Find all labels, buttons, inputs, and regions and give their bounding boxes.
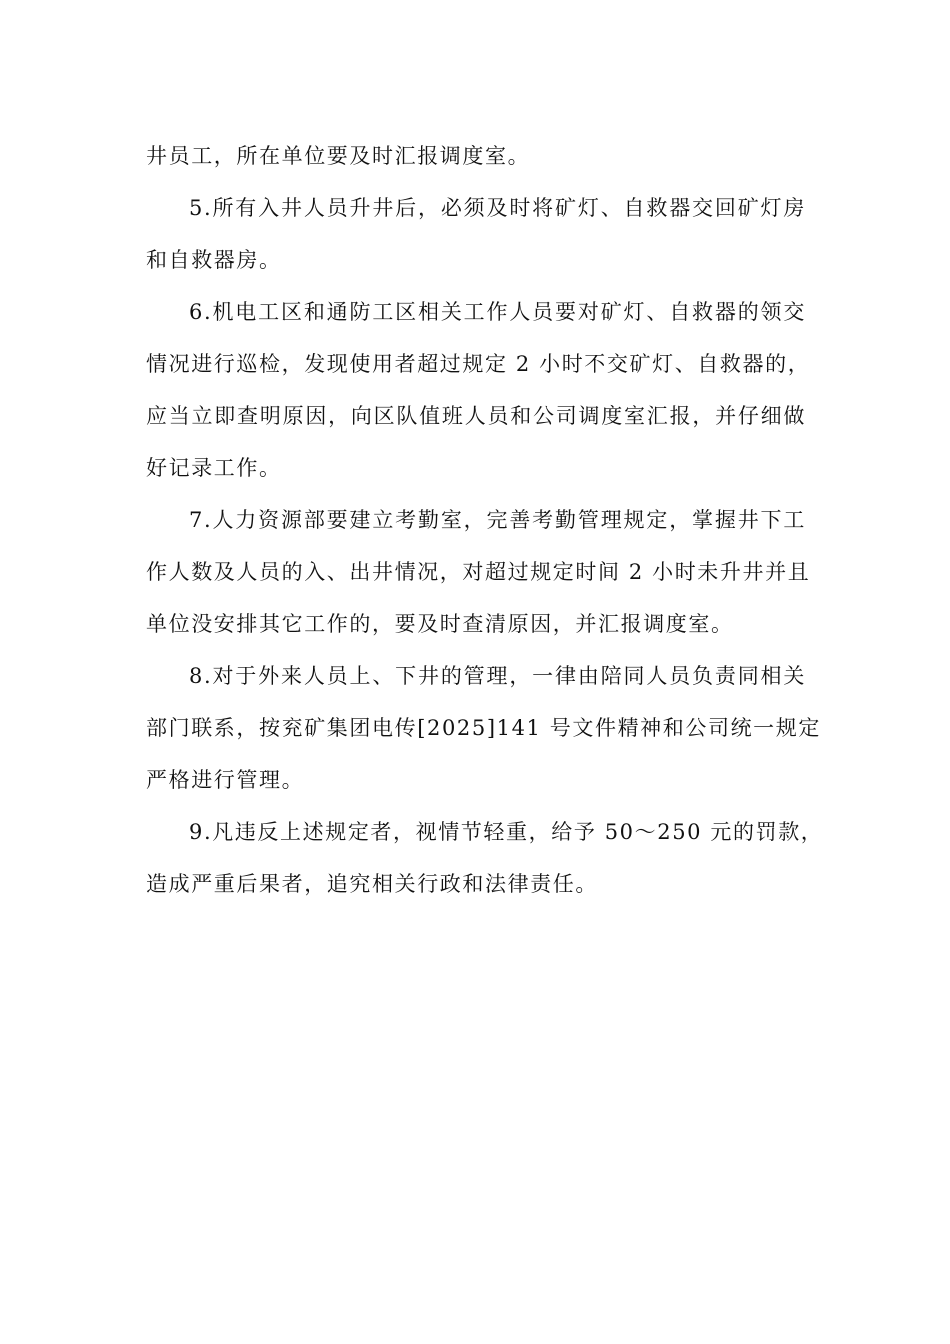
- text-line: 好记录工作。: [146, 456, 282, 480]
- text-line: 5.所有入井人员升井后，必须及时将矿灯、自救器交回矿灯房: [189, 196, 806, 220]
- text-line: 7.人力资源部要建立考勤室，完善考勤管理规定，掌握井下工: [189, 508, 806, 532]
- text-line: 应当立即查明原因，向区队值班人员和公司调度室汇报，并仔细做: [146, 404, 806, 428]
- text-line: 情况进行巡检，发现使用者超过规定 2 小时不交矿灯、自救器的，: [146, 352, 811, 376]
- paragraph-7: [146, 494, 811, 650]
- paragraph-6: [146, 286, 811, 494]
- text-line: 9.凡违反上述规定者，视情节轻重，给予 50～250 元的罚款，: [189, 820, 824, 844]
- text-line: 严格进行管理。: [146, 768, 305, 792]
- text-line: 作人数及人员的入、出井情况，对超过规定时间 2 小时未升井并且: [146, 560, 811, 584]
- text-line: 井员工，所在单位要及时汇报调度室。: [146, 144, 531, 168]
- text-line: 部门联系，按兖矿集团电传[2025]141 号文件精神和公司统一规定: [146, 716, 821, 740]
- paragraph-8: [146, 650, 821, 806]
- document-body: [146, 130, 824, 910]
- text-line: 6.机电工区和通防工区相关工作人员要对矿灯、自救器的领交: [189, 300, 806, 324]
- text-line: 和自救器房。: [146, 248, 282, 272]
- text-line: 造成严重后果者，追究相关行政和法律责任。: [146, 872, 598, 896]
- text-line: 8.对于外来人员上、下井的管理，一律由陪同人员负责同相关: [189, 664, 806, 688]
- paragraph-9: [146, 806, 824, 910]
- paragraph-4-continued: [146, 130, 806, 182]
- text-line: 单位没安排其它工作的，要及时查清原因，并汇报调度室。: [146, 612, 734, 636]
- paragraph-5: [146, 182, 806, 286]
